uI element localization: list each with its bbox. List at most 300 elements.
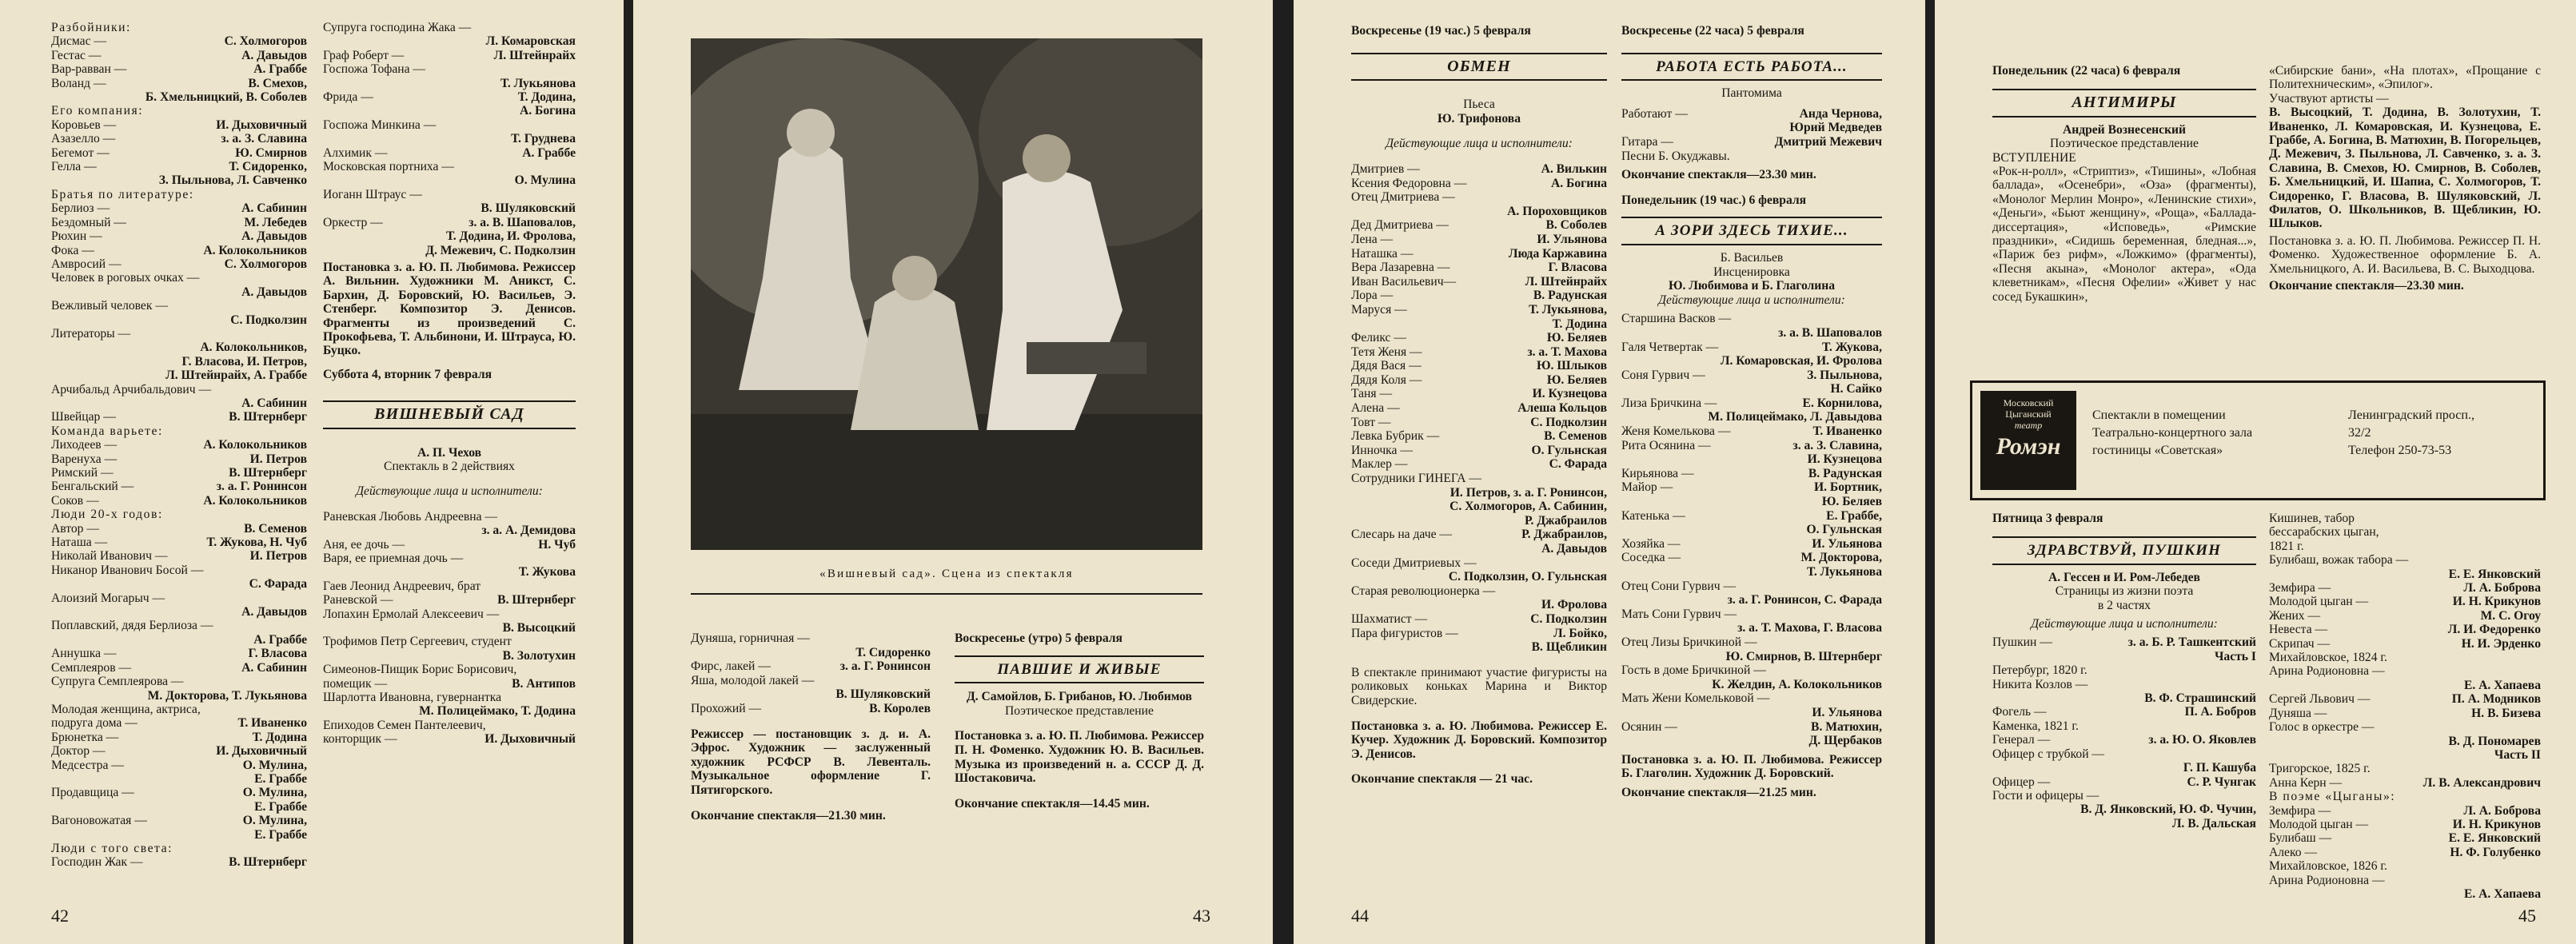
actor-name: О. Мулина (514, 173, 576, 188)
page-42-column-1 (51, 21, 307, 870)
cast-row (1351, 584, 1607, 599)
performance-date: Воскресенье (22 часа) 5 февраля (1621, 24, 1804, 38)
cast-row (1621, 107, 1882, 121)
actor-name: И. Петров (249, 549, 307, 564)
cast-row (2269, 748, 2541, 762)
actor-name: Е. Граббе, (1826, 508, 1882, 523)
cast-row (1621, 551, 1882, 565)
cast-row (1351, 218, 1607, 233)
role-name: Яша, молодой лакей — (691, 673, 815, 687)
role-name: Аня, ее дочь — (323, 537, 405, 552)
role-name: Жених — (2269, 608, 2321, 623)
role-name: Фрида — (323, 90, 373, 105)
role-name: помещик — (323, 676, 388, 691)
actor-name: Ю. Смирнов (235, 145, 307, 160)
play-title-2: ЗДРАВСТВУЙ, ПУШКИН (2027, 542, 2222, 560)
end-time: Окончание спектакля—14.45 мин. (955, 796, 1150, 811)
cast-row (51, 104, 307, 118)
role-name: Граф Роберт — (323, 48, 405, 62)
actor-name: Л. А. Боброва (2463, 803, 2541, 818)
actor-name: А. Пороховщиков (1507, 204, 1607, 218)
cast-row (691, 646, 931, 660)
cast-row (1992, 789, 2256, 803)
actor-name: з. а. Т. Махова, Г. Власова (1737, 621, 1882, 635)
actor-name: Т. Груднева (511, 132, 576, 146)
cast-list (1351, 162, 1607, 655)
role-name: Его компания: (51, 104, 144, 118)
cast-row (1992, 775, 2256, 789)
role-name: Отец Сони Гурвич — (1621, 579, 1737, 593)
note: В спектакле принимают участие фигуристы на роликовых коньках Марина и Виктор Свидерские. (1351, 665, 1607, 707)
cast-row (1621, 635, 1882, 650)
cast-row (323, 677, 576, 691)
cast-row (1351, 444, 1607, 458)
role-name: Хозяйка — (1621, 536, 1681, 551)
cast-row (2269, 874, 2541, 887)
actor-name: Т. Иваненко (1812, 424, 1882, 439)
photo-caption: «Вишневый сад». Сцена из спектакля (819, 568, 1074, 580)
role-name: Сергей Львович — (2269, 692, 2371, 707)
actor-name: Алеша Кольцов (1517, 401, 1607, 416)
actor-name: Т. Додина (252, 730, 307, 744)
cast-row (2269, 707, 2541, 720)
actor-name: В. Высоцкий (502, 621, 576, 635)
role-name: Гитара — (1621, 134, 1673, 149)
actor-name: О. Гульнская (1806, 523, 1882, 537)
cast-row (323, 552, 576, 565)
cast-row (1621, 439, 1882, 453)
actor-name: И. Ульянова (1812, 705, 1882, 719)
page-44 (1294, 0, 1925, 944)
actor-name: А. Сабинин (241, 660, 307, 675)
cast-row (1351, 416, 1607, 430)
cast-row (1621, 720, 1882, 735)
credits: Постановка з. а. Ю. Любимова. Режиссер Е. Кучер. Художник Д. Боровский. Композитор Э. Денисов. (1351, 719, 1607, 761)
role-name: Булибаш, вожак табора — (2269, 553, 2409, 568)
role-name: Маклер — (1351, 457, 1408, 472)
cast-list-continued (323, 21, 576, 257)
actor-name: А. Давыдов (1541, 542, 1607, 556)
role-name: Дисмас — (51, 34, 106, 49)
role-name: Арина Родионовна — (2269, 664, 2385, 679)
cast-row (51, 424, 307, 438)
cast-row (1351, 289, 1607, 303)
role-name: Молодая женщина, актриса, (51, 702, 201, 716)
actor-name: И. Петров, з. а. Г. Ронинсон, (1449, 485, 1607, 500)
actor-name: з. а. Ю. О. Яковлев (2148, 733, 2256, 747)
play-authors: Д. Самойлов, Б. Грибанов, Ю. Любимов (967, 690, 1192, 704)
cast-row (1351, 401, 1607, 416)
actor-name: Р. Джабраилов (1524, 513, 1607, 528)
cast-row (51, 772, 307, 786)
performance-date-2: Пятница 3 февраля (1992, 512, 2103, 525)
actor-name: М. Полицеймако, Т. Додина (419, 704, 576, 719)
cast-row (323, 663, 576, 676)
cast-row (2269, 846, 2541, 859)
role-name: Гаев Леонид Андреевич, брат (323, 579, 481, 593)
cast-row (1992, 747, 2256, 761)
cast-row (51, 549, 307, 563)
role-name: Арина Родионовна — (2269, 873, 2385, 887)
cast-row (323, 216, 576, 229)
actor-name: Е. А. Хапаева (2463, 678, 2541, 692)
cast-row (323, 49, 576, 62)
actor-name: В. Штернберг (229, 410, 307, 424)
actor-name: Ю. Беляев (1546, 372, 1607, 387)
role-name: Таня — (1351, 387, 1393, 401)
cast-row (51, 480, 307, 493)
page-number: 45 (2518, 906, 2536, 926)
performance-date: Воскресенье (утро) 5 февраля (955, 631, 1123, 645)
actor-name: В. Штернберг (229, 855, 307, 870)
cast-row (1621, 341, 1882, 355)
role-name: Трофимов Петр Сергеевич, студент (323, 635, 512, 649)
actor-name: И. Н. Крикунов (2452, 595, 2541, 609)
role-name: Шарлотта Ивановна, гувернантка (323, 691, 502, 705)
role-name: Тригорское, 1825 г. (2269, 762, 2371, 776)
cast-row (1351, 373, 1607, 388)
role-name: Молодой цыган — (2269, 595, 2369, 609)
cast-row (2269, 804, 2541, 818)
photo-illustration (691, 38, 1202, 550)
cast-row (2269, 623, 2541, 636)
cast-list (1621, 107, 1882, 163)
actor-name: Люда Каржавина (1508, 246, 1607, 261)
cast-row (323, 538, 576, 552)
role-name: Люди с того света: (51, 841, 173, 855)
role-name: Фока — (51, 243, 94, 257)
actor-name: А. Колокольников (203, 243, 307, 257)
actor-name: С. Подколзин (230, 313, 307, 327)
role-name: Иоганн Штраус — (323, 187, 422, 201)
cast-row (1992, 761, 2256, 775)
role-name: Маруся — (1351, 302, 1407, 317)
role-name: Песни Б. Окуджавы. (1621, 149, 1730, 163)
cast-row (51, 661, 307, 675)
actor-name: Дмитрий Межевич (1774, 134, 1882, 149)
cast-row (1992, 803, 2256, 816)
cast-row (1621, 354, 1882, 368)
cast-row (51, 355, 307, 368)
play-genre: Поэтическое представление (1005, 703, 1154, 718)
cast-row (51, 146, 307, 160)
cast-row (691, 631, 931, 646)
cast-list-2 (1992, 635, 2256, 830)
role-name: Берлиоз — (51, 201, 110, 216)
role-name: Шахматист — (1351, 611, 1428, 626)
cast-row (51, 90, 307, 104)
cast-row (1992, 691, 2256, 705)
actor-name: Т. Сидоренко, (229, 160, 307, 174)
actor-name: М. Докторова, Т. Лукьянова (147, 688, 307, 703)
role-name: Мать Жени Комельковой — (1621, 691, 1770, 706)
actor-name: з. а. З. Славина, (1792, 438, 1882, 452)
page-45-column-1-lower (1992, 512, 2256, 830)
cast-row (1351, 556, 1607, 571)
cast-heading: Действующие лица и исполнители: (356, 484, 543, 499)
page-45-column-2-lower (2269, 512, 2541, 901)
role-name: Швейцар — (51, 410, 116, 424)
role-name: Мать Сони Гурвич — (1621, 607, 1737, 621)
cast-row (1351, 542, 1607, 556)
credits: Режиссер — постановщик з. д. и. А. Эфрос. Художник — заслуженный художник РСФСР В. Левенталь. Музыкальное оформление Г. Пятигорского. (691, 727, 931, 797)
cast-row (1351, 514, 1607, 528)
cast-row (1621, 607, 1882, 622)
cast-row (1351, 528, 1607, 542)
actor-name: М. Докторова, (1800, 551, 1882, 565)
actor-name: Анда Чернова, (1799, 106, 1882, 121)
page-44-column-1 (1351, 24, 1607, 787)
actor-name: Д. Щербаков (1808, 734, 1882, 748)
role-name: Азазелло — (51, 132, 116, 146)
cast-row (323, 173, 576, 187)
actor-name: з. а. Г. Ронинсон (839, 659, 931, 674)
actor-name: з. а. Т. Махова (1527, 345, 1607, 359)
actor-name: Т. Лукьянова (500, 76, 576, 90)
cast-row (1621, 495, 1882, 509)
actor-name: С. Фарада (249, 577, 307, 591)
role-name: бессарабских цыган, (2269, 525, 2379, 540)
actor-name: И. Кузнецова (1807, 452, 1882, 467)
cast-row (51, 285, 307, 299)
role-name: Работают — (1621, 106, 1688, 121)
actor-name: Д. Межевич, С. Подколзин (425, 243, 576, 257)
play-title: ОБМЕН (1447, 57, 1511, 75)
cast-row (1621, 734, 1882, 748)
cast-row (1621, 621, 1882, 635)
cast-row (2269, 859, 2541, 873)
actor-name: Е. Граббе (254, 771, 307, 786)
actor-name: Р. Джабраилов, (1521, 528, 1607, 542)
actor-name: И. Дыховичный (216, 744, 307, 759)
cast-row (323, 229, 576, 243)
cast-row (51, 577, 307, 591)
actor-name: И. Дыховичный (216, 118, 307, 132)
actor-name: И. Бортник, (1813, 480, 1882, 495)
cast-row (323, 90, 576, 104)
play-author-2: Б. Васильев (1720, 250, 1784, 265)
actor-name: Н. В. Бизева (2471, 706, 2541, 720)
role-name: Булибаш — (2269, 831, 2332, 846)
role-name: Дмитриев — (1351, 161, 1420, 176)
role-name: Фирс, лакей — (691, 659, 771, 674)
role-name: Госпожа Минкина — (323, 118, 437, 132)
role-name: Супруга господина Жака — (323, 21, 472, 34)
cast-row (1351, 247, 1607, 261)
role-name: Соков — (51, 493, 99, 508)
cast-row (51, 633, 307, 647)
play-title: АНТИМИРЫ (2072, 94, 2177, 112)
role-name: Левка Бубрик — (1351, 429, 1440, 444)
play-genre: Пантомима (1721, 86, 1782, 101)
cast-row (323, 565, 576, 579)
play-title: ПАВШИЕ И ЖИВЫЕ (997, 660, 1162, 678)
role-name: Лена — (1351, 232, 1394, 246)
cast-row (51, 591, 307, 605)
cast-row (1621, 396, 1882, 411)
role-name: Бегемот — (51, 145, 110, 160)
cast-row (1351, 486, 1607, 500)
cast-row (51, 62, 307, 76)
role-name: Поплавский, дядя Берлиоза — (51, 619, 213, 633)
cast-row (51, 118, 307, 132)
credits: Постановка з. а. Ю. П. Любимова. Режиссер А. Вильнин. Художники М. Аникст, С. Бархин, Д. Боровский, Ю. Васильев, Э. Стенберг. Композитор Э. Денисов. Фрагменты из произведений С. Прокофьева, Т. Альбинони, И. Штрауса, Ю. Буцко. (323, 260, 576, 358)
cast-row (2269, 887, 2541, 901)
cast-row (51, 132, 307, 145)
cast-row (1621, 678, 1882, 692)
cast-row (2269, 568, 2541, 581)
actor-name: Г. Власова, И. Петров, (181, 354, 307, 368)
cast-row (1621, 691, 1882, 706)
role-name: Вежливый человек — (51, 299, 168, 313)
actor-name: В. Соболев (1545, 218, 1607, 233)
page-45 (1935, 0, 2576, 944)
actor-name: Т. Додина (1552, 317, 1607, 331)
play-title: ВИШНЕВЫЙ САД (374, 405, 524, 424)
actor-name: В. Антипов (512, 676, 576, 691)
actor-name: Л. Бойко, (1553, 626, 1607, 640)
actor-name: А. Колокольников (203, 493, 307, 508)
role-name: Генерал — (1992, 733, 2051, 747)
role-name: Пара фигуристов — (1351, 626, 1458, 640)
actor-name: Л. Комаровская (485, 34, 576, 49)
cast-row (1351, 331, 1607, 345)
role-name: Рита Осянина — (1621, 438, 1711, 452)
actor-name: В. Шуляковский (481, 201, 576, 216)
play-genre-2a: Страницы из жизни поэта (2055, 584, 2194, 599)
end-time-2: Окончание спектакля—21.25 мин. (1621, 785, 1816, 799)
actor-name: В. Ф. Страшинский (2144, 691, 2256, 706)
actor-name: Л. А. Боброва (2463, 581, 2541, 595)
cast-row (1351, 177, 1607, 191)
cast-row (1621, 368, 1882, 383)
cast-row (1621, 706, 1882, 720)
role-name: Команда варьете: (51, 424, 163, 438)
credits: Постановка з. а. Ю. П. Любимова. Режиссер П. Н. Фоменко. Художник Ю. В. Васильев. Музыка из произведений н. а. СССР Д. Д. Шостаковича. (955, 729, 1204, 786)
role-name: Лора — (1351, 289, 1394, 303)
page-43-column-1 (691, 631, 931, 823)
cast-row (51, 800, 307, 814)
performance-date: Понедельник (22 часа) 6 февраля (1992, 64, 2181, 78)
role-name: Коровьев — (51, 118, 117, 132)
actor-name: И. Н. Крикунов (2452, 817, 2541, 831)
page-number: 42 (51, 906, 69, 926)
cast-row (51, 605, 307, 619)
actor-name: С. Подколзин (1530, 611, 1607, 626)
role-name: Супруга Семплеярова — (51, 675, 184, 689)
credits-2: Постановка з. а. Ю. П. Любимова. Режиссер Б. Глаголин. Художник Д. Боровский. (1621, 752, 1882, 781)
cast-row (1992, 733, 2256, 747)
cast-row (51, 49, 307, 62)
role-name: Семплеяров — (51, 660, 132, 675)
cast-row (2269, 540, 2541, 553)
cast-list-2 (1621, 312, 1882, 747)
cast-row (1351, 429, 1607, 444)
actor-name: В. Шуляковский (835, 687, 931, 702)
actor-name: М. Полицеймако, Л. Давыдова (1708, 410, 1882, 424)
cast-row (51, 452, 307, 466)
cast-row (51, 216, 307, 229)
cast-row (1351, 233, 1607, 247)
role-name: Продавщица — (51, 786, 134, 800)
cast-row (1351, 612, 1607, 627)
role-name: В поэме «Цыганы»: (2269, 790, 2396, 804)
cast-row (1992, 705, 2256, 719)
role-name: Бенгальский — (51, 480, 134, 494)
cast-row (2269, 831, 2541, 845)
actor-name: Часть II (2494, 747, 2541, 762)
role-name: Земфира — (2269, 581, 2331, 595)
actor-name: Н. Сайко (1830, 382, 1882, 396)
role-name: Катенька — (1621, 508, 1685, 523)
actor-name: Н. Чуб (538, 537, 576, 552)
actor-name: В. Д. Янковский, Ю. Ф. Чучин, (2080, 803, 2256, 817)
actor-name: В. Золотухин (502, 648, 576, 663)
actor-name: А. Граббе (253, 632, 307, 647)
role-name: Фогель — (1992, 705, 2047, 719)
cast-row (2269, 609, 2541, 623)
cast-row (2269, 679, 2541, 692)
cast-row (51, 160, 307, 173)
role-name: Каменка, 1821 г. (1992, 719, 2079, 733)
cast-row (51, 564, 307, 577)
role-name: Анна Керн — (2269, 775, 2343, 790)
cast-row (51, 173, 307, 187)
role-name: Инночка — (1351, 443, 1413, 457)
cast-row (51, 786, 307, 799)
actor-name: Т. Жукова, (1822, 340, 1882, 354)
cast-row (323, 510, 576, 524)
actor-name: В. Семенов (1544, 429, 1607, 444)
role-name: Николай Иванович — (51, 549, 168, 564)
role-name: Алхимик — (323, 145, 388, 160)
role-name: Молодой цыган — (2269, 817, 2369, 831)
role-name: Дядя Вася — (1351, 359, 1422, 373)
actor-name: Е. Корнилова, (1802, 396, 1882, 410)
cast-row (1992, 719, 2256, 733)
cast-row (2269, 762, 2541, 775)
actor-name: И. Ульянова (1537, 232, 1607, 246)
performance-date: Воскресенье (19 час.) 5 февраля (1351, 24, 1531, 38)
page-45-column-1 (1992, 64, 2256, 304)
cast-row (51, 466, 307, 480)
cast-row (323, 593, 576, 607)
actor-name: И. Ульянова (1812, 536, 1882, 551)
role-name: Скрипач — (2269, 636, 2331, 651)
actor-name: А. Давыдов (241, 229, 307, 244)
play-author: А. П. Чехов (417, 445, 482, 460)
role-name: Женя Комелькова — (1621, 424, 1731, 439)
cast-row (1621, 382, 1882, 396)
role-name: Доктор — (51, 744, 106, 759)
actor-name: Г. Власова (1548, 261, 1607, 275)
role-name: Автор — (51, 521, 99, 536)
cast-row (51, 522, 307, 536)
cast-row (51, 716, 307, 730)
role-name: Старая революционерка — (1351, 584, 1496, 598)
cast-row (51, 647, 307, 660)
actor-name: С. Холмогоров (224, 257, 307, 271)
role-name: Офицер с трубкой — (1992, 747, 2105, 761)
actor-name: Е. Граббе (254, 799, 307, 814)
cast-row (323, 188, 576, 201)
actor-name: С. Р. Чунгак (2187, 775, 2256, 789)
actor-name: Т. Додина, (517, 90, 576, 105)
cast-row (1351, 627, 1607, 641)
actor-name: Ю. Шлыков (1536, 359, 1607, 373)
role-name: Господин Жак — (51, 855, 143, 870)
role-name: Брюнетка — (51, 730, 119, 744)
